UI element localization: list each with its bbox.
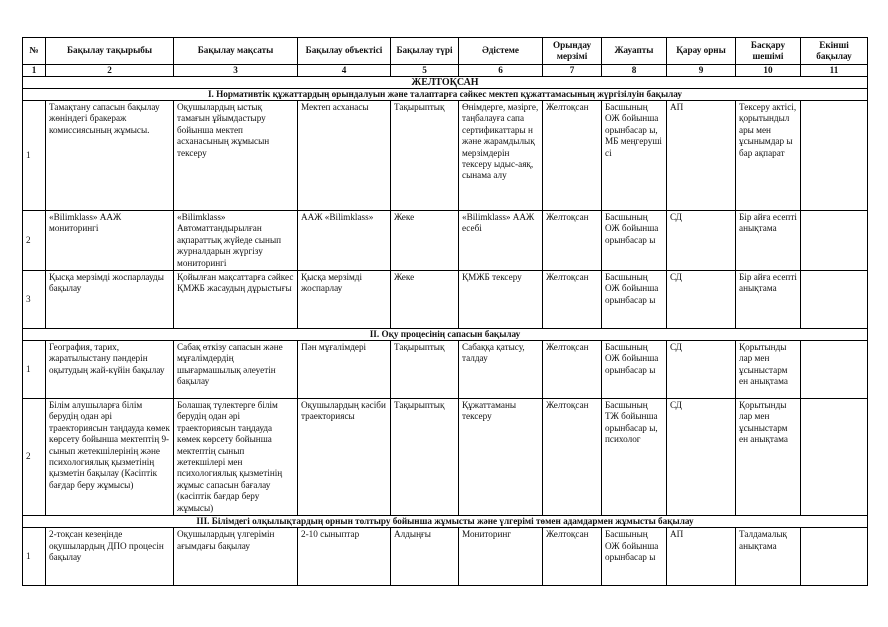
cell-type: Жеке [391, 211, 459, 271]
cell-responsible: Басшының ТЖ бойынша орынбасар ы, психолог [602, 399, 667, 516]
cell-deadline: Желтоқсан [543, 528, 602, 586]
cell-object: Қысқа мерзімді жоспарлау [298, 271, 391, 329]
cell-deadline: Желтоқсан [543, 271, 602, 329]
cell-decision: Қорытынды лар мен ұсыныстарм ен анықтама [736, 399, 801, 516]
month-title: ЖЕЛТОҚСАН [23, 77, 868, 89]
cell-second-control [801, 399, 868, 516]
header-responsible: Жауапты [602, 38, 667, 65]
section-title: І. Нормативтік құжаттардың орындалуын және талаптарға сәйкес мектеп құжаттамасының жүргізілуін бақылау [23, 89, 868, 101]
cell-responsible: Басшының ОЖ бойынша орынбасар ы [602, 341, 667, 399]
cell-decision: Қорытынды лар мен ұсыныстарм ен анықтама [736, 341, 801, 399]
cell-review-place: СД [667, 211, 736, 271]
row-number: 2 [23, 399, 46, 516]
cell-responsible: Басшының ОЖ бойынша орынбасар ы [602, 211, 667, 271]
cell-type: Тақырыптық [391, 399, 459, 516]
cell-deadline: Желтоқсан [543, 211, 602, 271]
header-second-control: Екінші бақылау [801, 38, 868, 65]
header-deadline: Орындау мерзімі [543, 38, 602, 65]
cell-type: Тақырыптық [391, 101, 459, 211]
section-row [23, 89, 868, 101]
row-number: 1 [23, 341, 46, 399]
table-row [23, 271, 868, 329]
row-number: 2 [23, 211, 46, 271]
header-method: Әдістеме [459, 38, 543, 65]
table-row [23, 341, 868, 399]
cell-topic: Білім алушыларға білім берудің одан әрі траекториясын таңдауда көмек көрсету бойынша мектептің 9-сынып жетекшілерінің және психологиялық қызметінің қызметін бақылау (Кәсіптік бағдар беру жұмысы) [46, 399, 174, 516]
cell-method: ҚМЖБ тексеру [459, 271, 543, 329]
cell-deadline: Желтоқсан [543, 101, 602, 211]
cell-goal: Қойылған мақсаттарға сәйкес ҚМЖБ жасаудың дұрыстығы [174, 271, 298, 329]
row-number: 1 [23, 528, 46, 586]
cell-review-place: АП [667, 101, 736, 211]
cell-second-control [801, 211, 868, 271]
column-number: 6 [459, 65, 543, 77]
column-number-row [23, 65, 868, 77]
cell-object: ААЖ «Bilimklass» [298, 211, 391, 271]
cell-goal: «Bilimklass» Автоматтандырылған ақпараттық жүйеде сынып журналдарын жүргізу мониторингі [174, 211, 298, 271]
column-number: 9 [667, 65, 736, 77]
cell-review-place: СД [667, 271, 736, 329]
cell-decision: Тексеру актісі, қорытындыл ары мен ұсынымдар ы бар ақпарат [736, 101, 801, 211]
cell-responsible: Басшының ОЖ бойынша орынбасар ы, МБ меңгеруші сі [602, 101, 667, 211]
header-type: Бақылау түрі [391, 38, 459, 65]
table-row [23, 101, 868, 211]
cell-second-control [801, 528, 868, 586]
cell-method: Өнімдерге, мәзірге, таңбалауға сапа сертификаттары н және жарамдылық мерзімдерін тексеру ыдыс-аяқ, сынама алу [459, 101, 543, 211]
section-row [23, 329, 868, 341]
control-plan-table [22, 37, 868, 586]
cell-goal: Оқушылардың үлгерімін ағымдағы бақылау [174, 528, 298, 586]
column-number: 10 [736, 65, 801, 77]
cell-method: Мониторинг [459, 528, 543, 586]
cell-responsible: Басшының ОЖ бойынша орынбасар ы [602, 271, 667, 329]
cell-decision: Талдамалық анықтама [736, 528, 801, 586]
cell-deadline: Желтоқсан [543, 341, 602, 399]
cell-object: Мектеп асханасы [298, 101, 391, 211]
header-row [23, 38, 868, 65]
column-number: 4 [298, 65, 391, 77]
cell-decision: Бір айға есепті анықтама [736, 211, 801, 271]
row-number: 1 [23, 101, 46, 211]
cell-topic: Қысқа мерзімді жоспарлауды бақылау [46, 271, 174, 329]
row-number: 3 [23, 271, 46, 329]
column-number: 5 [391, 65, 459, 77]
header-review-place: Қарау орны [667, 38, 736, 65]
section-title: ІІ. Оқу процесінің сапасын бақылау [23, 329, 868, 341]
cell-object: 2-10 сыныптар [298, 528, 391, 586]
header-number: № [23, 38, 46, 65]
cell-method: «Bilimklass» ААЖ есебі [459, 211, 543, 271]
cell-deadline: Желтоқсан [543, 399, 602, 516]
cell-topic: География, тарих, жаратылыстану пәндерін оқытудың жай-күйін бақылау [46, 341, 174, 399]
table-row [23, 211, 868, 271]
cell-goal: Оқушылардың ыстық тамағын ұйымдастыру бойынша мектеп асханасының жұмысын тексеру [174, 101, 298, 211]
cell-type: Алдыңғы [391, 528, 459, 586]
header-topic: Бақылау тақырыбы [46, 38, 174, 65]
cell-topic: 2-тоқсан кезеңінде оқушылардың ДПО процесін бақылау [46, 528, 174, 586]
header-decision: Басқару шешімі [736, 38, 801, 65]
column-number: 7 [543, 65, 602, 77]
cell-second-control [801, 271, 868, 329]
section-title: ІІІ. Білімдегі олқылықтардың орнын толтыру бойынша жұмысты және үлгерімі төмен адамдармен жұмысты бақылау [23, 516, 868, 528]
column-number: 2 [46, 65, 174, 77]
table-row [23, 399, 868, 516]
cell-review-place: СД [667, 399, 736, 516]
cell-goal: Сабақ өткізу сапасын және мұғалімдердің шығармашылық әлеуетін бақылау [174, 341, 298, 399]
column-number: 3 [174, 65, 298, 77]
cell-object: Оқушылардың кәсіби траекториясы [298, 399, 391, 516]
cell-type: Тақырыптық [391, 341, 459, 399]
cell-method: Сабаққа қатысу, талдау [459, 341, 543, 399]
cell-topic: Тамақтану сапасын бақылау жөніндегі бракераж комиссиясының жұмысы. [46, 101, 174, 211]
cell-object: Пән мұғалімдері [298, 341, 391, 399]
cell-type: Жеке [391, 271, 459, 329]
month-row [23, 77, 868, 89]
column-number: 8 [602, 65, 667, 77]
header-goal: Бақылау мақсаты [174, 38, 298, 65]
cell-second-control [801, 341, 868, 399]
table-row [23, 528, 868, 586]
cell-decision: Бір айға есепті анықтама [736, 271, 801, 329]
cell-responsible: Басшының ОЖ бойынша орынбасар ы [602, 528, 667, 586]
column-number: 11 [801, 65, 868, 77]
cell-goal: Болашақ түлектерге білім берудің одан әрі траекториясын таңдауда көмек көрсету бойынша мектептің сынып жетекшілері мен психологиялық қызметінің жұмыс сапасын бағалау (кәсіптік бағдар беру жұмысы) [174, 399, 298, 516]
section-row [23, 516, 868, 528]
header-object: Бақылау объектісі [298, 38, 391, 65]
cell-method: Құжаттаманы тексеру [459, 399, 543, 516]
cell-review-place: СД [667, 341, 736, 399]
cell-review-place: АП [667, 528, 736, 586]
cell-second-control [801, 101, 868, 211]
column-number: 1 [23, 65, 46, 77]
cell-topic: «Bilimklass» ААЖ мониторингі [46, 211, 174, 271]
